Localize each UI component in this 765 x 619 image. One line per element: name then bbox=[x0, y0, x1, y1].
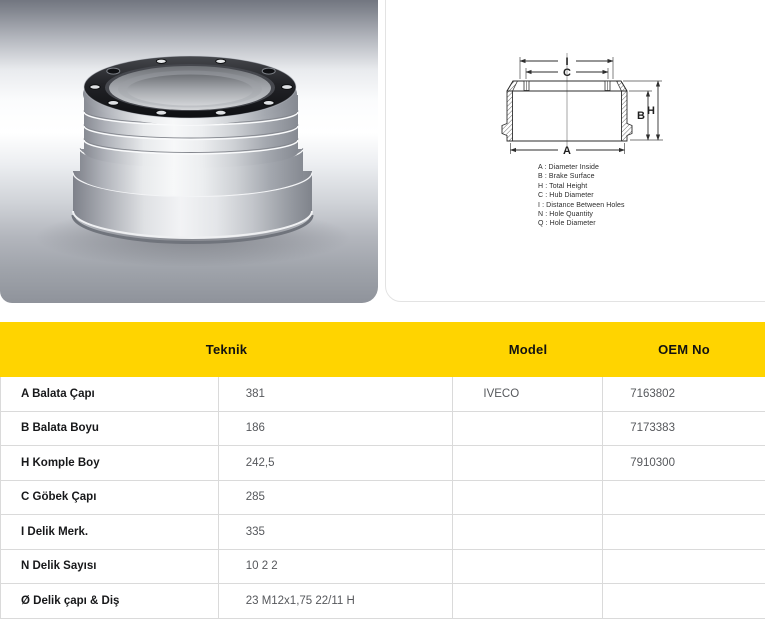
header-oem: OEM No bbox=[658, 342, 710, 357]
spec-value: 285 bbox=[219, 481, 454, 515]
header-teknik: Teknik bbox=[205, 342, 248, 357]
table-row bbox=[1, 377, 765, 412]
spec-model: IVECO bbox=[453, 377, 603, 411]
table-row bbox=[1, 584, 765, 619]
spec-oem bbox=[603, 515, 765, 549]
legend-item: N : Hole Quantity bbox=[538, 211, 593, 219]
legend-item: Q : Hole Diameter bbox=[538, 220, 596, 228]
dim-label-i: I bbox=[565, 56, 569, 68]
spec-label: N Delik Sayısı bbox=[1, 550, 219, 584]
table-body bbox=[0, 377, 765, 619]
technical-diagram-card bbox=[385, 0, 765, 302]
table-row bbox=[1, 550, 765, 585]
legend-item: I : Distance Between Holes bbox=[538, 201, 625, 209]
spec-value: 381 bbox=[219, 377, 454, 411]
spec-value: 242,5 bbox=[219, 446, 454, 480]
spec-label: Ø Delik çapı & Diş bbox=[1, 584, 219, 618]
legend-item: H : Total Height bbox=[538, 182, 588, 190]
legend-item: A : Diameter Inside bbox=[538, 164, 600, 171]
spec-oem bbox=[603, 481, 765, 515]
header-model: Model bbox=[508, 342, 548, 357]
legend-item: B : Brake Surface bbox=[538, 173, 595, 181]
spec-oem: 7163802 bbox=[630, 387, 675, 400]
table-row bbox=[1, 515, 765, 550]
table-row bbox=[1, 412, 765, 447]
legend-item: C : Hub Diameter bbox=[538, 192, 594, 200]
dim-label-b: B bbox=[637, 110, 645, 122]
spec-oem: 7910300 bbox=[630, 456, 675, 469]
spec-oem bbox=[603, 584, 765, 618]
spec-model bbox=[453, 481, 603, 515]
spec-value: 10 2 2 bbox=[219, 550, 454, 584]
product-photo-card bbox=[0, 0, 378, 303]
spec-value: 23 M12x1,75 22/11 H bbox=[219, 584, 454, 618]
spec-table bbox=[0, 322, 765, 619]
table-row bbox=[1, 481, 765, 516]
spec-model bbox=[453, 412, 603, 446]
dimension-diagram bbox=[386, 1, 765, 161]
table-row bbox=[1, 446, 765, 481]
dimension-legend bbox=[538, 163, 625, 229]
spec-model bbox=[453, 584, 603, 618]
spec-label: A Balata Çapı bbox=[1, 377, 219, 411]
dim-label-a: A bbox=[563, 145, 571, 157]
spec-oem: 7173383 bbox=[630, 422, 675, 435]
spec-model bbox=[453, 550, 603, 584]
spec-label: H Komple Boy bbox=[1, 446, 219, 480]
spec-label: B Balata Boyu bbox=[1, 412, 219, 446]
spec-model bbox=[453, 446, 603, 480]
dim-label-c: C bbox=[563, 67, 571, 79]
spec-label: C Göbek Çapı bbox=[1, 481, 219, 515]
dim-label-h: H bbox=[647, 105, 655, 117]
brake-drum-image bbox=[0, 0, 378, 303]
table-header bbox=[0, 322, 765, 377]
spec-oem bbox=[603, 550, 765, 584]
spec-label: I Delik Merk. bbox=[1, 515, 219, 549]
spec-value: 186 bbox=[219, 412, 454, 446]
spec-value: 335 bbox=[219, 515, 454, 549]
spec-model bbox=[453, 515, 603, 549]
